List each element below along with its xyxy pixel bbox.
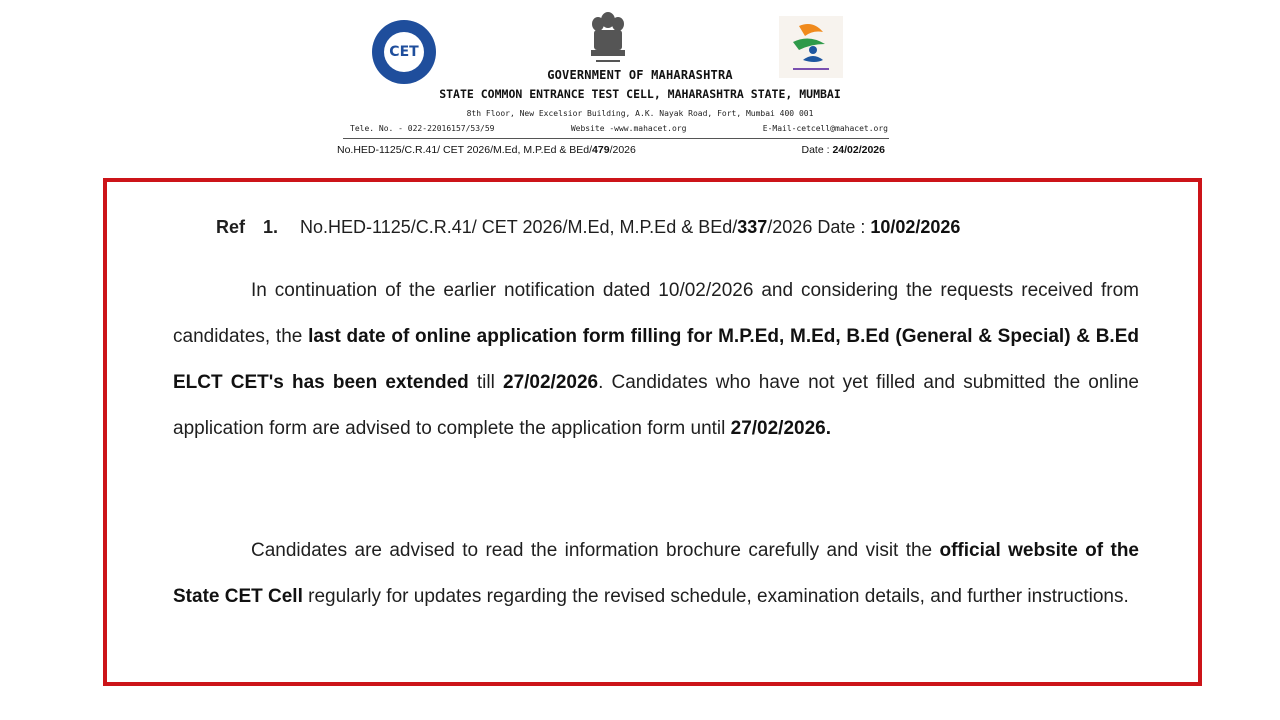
- letterhead: [0, 0, 1280, 175]
- ref-number: 337: [737, 217, 768, 237]
- telephone: Tele. No. - 022-22016157/53/59: [350, 124, 495, 133]
- new-last-date: 27/02/2026: [503, 372, 599, 393]
- website: Website -www.mahacet.org: [570, 124, 687, 133]
- header-divider: [343, 138, 889, 139]
- letter-date: Date : 24/02/2026: [801, 144, 885, 156]
- office-address: 8th Floor, New Excelsior Building, A.K. Nayak Road, Fort, Mumbai 400 001: [466, 109, 814, 118]
- letter-reference-number: 479: [592, 144, 610, 156]
- previous-notification-reference: Ref 1. No.HED-1125/C.R.41/ CET 2026/M.Ed, M.P.Ed & BEd/337/2026 Date : 10/02/2026: [216, 217, 961, 237]
- contact-row: [350, 124, 888, 133]
- official-website-highlight: official website of the State CET Cell: [173, 540, 1139, 607]
- extension-highlight: last date of online application form filling for M.P.Ed, M.Ed, B.Ed (General & Special) & B.Ed ELCT CET's has been extended: [173, 326, 1139, 393]
- ref-date: 10/02/2026: [870, 217, 961, 237]
- letter-reference: No.HED-1125/C.R.41/ CET 2026/M.Ed, M.P.Ed & BEd/479/2026: [337, 144, 636, 156]
- cet-logo-text: CET: [384, 32, 424, 72]
- extension-paragraph: In continuation of the earlier notification dated 10/02/2026 and considering the requests received from candidates, the last date of online application form filling for M.P.Ed, M.Ed, B.Ed (General & Special) & B.Ed ELCT CET's has been extended till 27/02/2026. Candidates who have not yet filled and submitted the online application form are advised to complete the application form until 27/02/2026.: [173, 280, 1140, 439]
- cet-cell-title: STATE COMMON ENTRANCE TEST CELL, MAHARASHTRA STATE, MUMBAI: [439, 87, 841, 101]
- ref-index: 1.: [263, 217, 279, 237]
- government-title: GOVERNMENT OF MAHARASHTRA: [547, 68, 733, 82]
- advisory-paragraph: Candidates are advised to read the information brochure carefully and visit the official website of the State CET Cell regularly for updates regarding the revised schedule, examination details, and further instructions.: [173, 540, 1139, 607]
- letter-date-value: 24/02/2026: [832, 144, 885, 156]
- complete-by-date: 27/02/2026.: [730, 418, 832, 439]
- email: E-Mail-cetcell@mahacet.org: [762, 124, 888, 133]
- state-emblem-icon: [584, 10, 632, 68]
- ref-label: Ref: [216, 217, 246, 237]
- letter-reference-row: [337, 144, 885, 156]
